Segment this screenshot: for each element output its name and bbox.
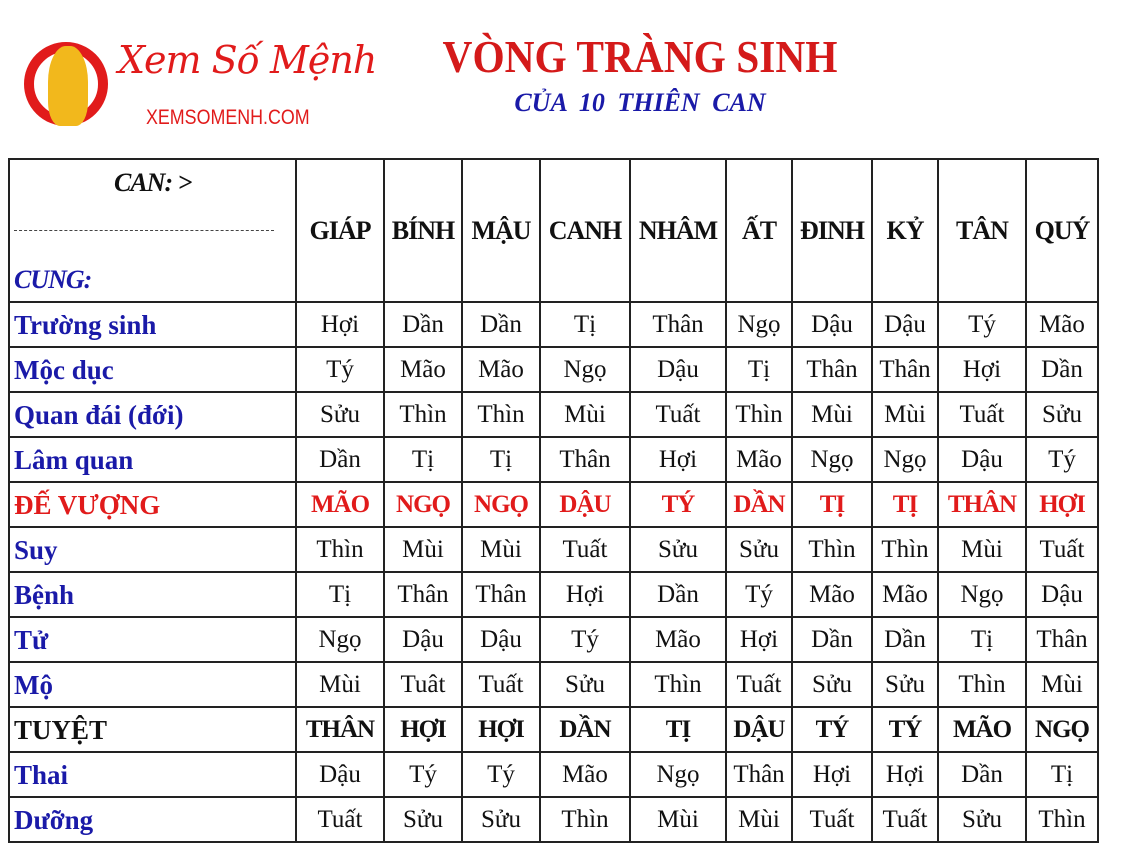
table-cell: Thìn [630, 662, 726, 707]
table-cell: Sửu [726, 527, 792, 572]
table-cell: THÂN [938, 482, 1026, 527]
table-cell: HỢI [462, 707, 540, 752]
table-cell: Mùi [384, 527, 462, 572]
row-label: Bệnh [9, 572, 296, 617]
table-cell: Dần [462, 302, 540, 347]
table-cell: Dần [938, 752, 1026, 797]
table-cell: Thân [1026, 617, 1098, 662]
row-label: Suy [9, 527, 296, 572]
table-cell: HỢI [384, 707, 462, 752]
row-label: Mộc dục [9, 347, 296, 392]
column-header: MẬU [462, 159, 540, 302]
table-cell: Thìn [1026, 797, 1098, 842]
table-cell: Dần [384, 302, 462, 347]
column-header: TÂN [938, 159, 1026, 302]
table-cell: DẬU [540, 482, 630, 527]
table-cell: Tuất [296, 797, 384, 842]
column-header: QUÝ [1026, 159, 1098, 302]
table-cell: Mão [384, 347, 462, 392]
table-cell: Thân [630, 302, 726, 347]
table-cell: Tuất [1026, 527, 1098, 572]
table-cell: MÃO [296, 482, 384, 527]
table-cell: Hợi [872, 752, 938, 797]
table-cell: Thân [872, 347, 938, 392]
page-subtitle: CỦA 10 THIÊN CAN [514, 88, 766, 117]
table-row [9, 662, 1098, 707]
table-cell: Tý [540, 617, 630, 662]
table-cell: Mùi [872, 392, 938, 437]
table-cell: Tý [726, 572, 792, 617]
table-cell: Dậu [938, 437, 1026, 482]
table-cell: Thìn [938, 662, 1026, 707]
table-cell: Ngọ [296, 617, 384, 662]
buddha-icon [48, 46, 88, 126]
column-header: BÍNH [384, 159, 462, 302]
table-cell: DẦN [540, 707, 630, 752]
table-cell: Mùi [540, 392, 630, 437]
table-cell: Mão [872, 572, 938, 617]
table-cell: THÂN [296, 707, 384, 752]
table-cell: Ngọ [872, 437, 938, 482]
table-cell: Ngọ [792, 437, 872, 482]
table-cell: Tị [384, 437, 462, 482]
logo-script: Xem Số Mệnh [118, 38, 377, 82]
column-header: ĐINH [792, 159, 872, 302]
table-cell: Thân [726, 752, 792, 797]
table-cell: Tý [296, 347, 384, 392]
row-label: Quan đái (đới) [9, 392, 296, 437]
table-cell: Dần [1026, 347, 1098, 392]
table-cell: Mão [792, 572, 872, 617]
table-cell: Thân [384, 572, 462, 617]
table-cell: Tý [462, 752, 540, 797]
table-cell: Thìn [296, 527, 384, 572]
column-header: NHÂM [630, 159, 726, 302]
table-cell: Tuất [462, 662, 540, 707]
table-row [9, 527, 1098, 572]
table-cell: NGỌ [462, 482, 540, 527]
table-cell: Tị [938, 617, 1026, 662]
table-cell: NGỌ [384, 482, 462, 527]
row-label: Mộ [9, 662, 296, 707]
table-cell: Tuất [540, 527, 630, 572]
table-cell: Tuất [872, 797, 938, 842]
table-row [9, 707, 1098, 752]
table-cell: Thân [462, 572, 540, 617]
table-row [9, 437, 1098, 482]
table-cell: Mùi [938, 527, 1026, 572]
table-cell: Tị [726, 347, 792, 392]
table-cell: Sửu [938, 797, 1026, 842]
table-cell: Thìn [462, 392, 540, 437]
table-cell: Thìn [726, 392, 792, 437]
table-cell: Mùi [296, 662, 384, 707]
table-cell: Tý [384, 752, 462, 797]
table-cell: Sửu [462, 797, 540, 842]
table-cell: Mùi [1026, 662, 1098, 707]
table-cell: Sửu [630, 527, 726, 572]
table-cell: Tuất [630, 392, 726, 437]
table-cell: Thìn [540, 797, 630, 842]
table-cell: Dậu [384, 617, 462, 662]
table-cell: Tị [1026, 752, 1098, 797]
table-row [9, 302, 1098, 347]
table-cell: Tị [462, 437, 540, 482]
table-cell: Hợi [726, 617, 792, 662]
table-cell: Mùi [792, 392, 872, 437]
table-cell: Sửu [792, 662, 872, 707]
can-label: CAN: > [114, 168, 192, 197]
table-cell: Mão [630, 617, 726, 662]
table-cell: Tuất [792, 797, 872, 842]
row-label: TUYỆT [9, 707, 296, 752]
row-label: Dưỡng [9, 797, 296, 842]
table-cell: Thìn [384, 392, 462, 437]
site-logo [18, 38, 388, 138]
table-cell: Thân [540, 437, 630, 482]
table-cell: Mùi [726, 797, 792, 842]
table-row [9, 392, 1098, 437]
table-cell: Hợi [938, 347, 1026, 392]
table-cell: Sửu [872, 662, 938, 707]
table-cell: TỊ [872, 482, 938, 527]
header-row [9, 159, 1098, 302]
table-cell: Tuất [938, 392, 1026, 437]
table-cell: Dần [296, 437, 384, 482]
table-cell: Sửu [296, 392, 384, 437]
table-row [9, 752, 1098, 797]
table-cell: TỊ [792, 482, 872, 527]
table-cell: Dậu [1026, 572, 1098, 617]
table-cell: Hợi [540, 572, 630, 617]
table-cell: Mão [726, 437, 792, 482]
table-cell: Thìn [792, 527, 872, 572]
table-cell: Mão [462, 347, 540, 392]
table-cell: Hợi [296, 302, 384, 347]
row-label: Tử [9, 617, 296, 662]
table-cell: Tuât [384, 662, 462, 707]
table-row [9, 347, 1098, 392]
table-cell: Sửu [540, 662, 630, 707]
table-cell: DẬU [726, 707, 792, 752]
table-cell: Tị [540, 302, 630, 347]
table-cell: HỢI [1026, 482, 1098, 527]
table-cell: Ngọ [938, 572, 1026, 617]
table-cell: Mùi [630, 797, 726, 842]
column-header: ẤT [726, 159, 792, 302]
table-cell: TÝ [792, 707, 872, 752]
page-title: VÒNG TRÀNG SINH [442, 31, 838, 82]
table-cell: Dậu [630, 347, 726, 392]
table-cell: Hợi [792, 752, 872, 797]
table-cell: Tý [938, 302, 1026, 347]
divider [14, 230, 274, 231]
logo-url: XEMSOMENH.COM [146, 106, 310, 129]
table-cell: Dậu [462, 617, 540, 662]
table-cell: Ngọ [630, 752, 726, 797]
table-cell: Dần [630, 572, 726, 617]
table-cell: Dần [872, 617, 938, 662]
table-cell: Thìn [872, 527, 938, 572]
table-row [9, 617, 1098, 662]
row-label: ĐẾ VƯỢNG [9, 482, 296, 527]
table-cell: Tị [296, 572, 384, 617]
table-cell: Dậu [296, 752, 384, 797]
table-cell: Tý [1026, 437, 1098, 482]
table-cell: Ngọ [540, 347, 630, 392]
table-cell: TÝ [630, 482, 726, 527]
table-cell: Thân [792, 347, 872, 392]
table-cell: Tuất [726, 662, 792, 707]
table-cell: Ngọ [726, 302, 792, 347]
table-row [9, 572, 1098, 617]
corner-cell [9, 159, 296, 302]
table-cell: Dậu [872, 302, 938, 347]
table-cell: TÝ [872, 707, 938, 752]
table-cell: Mão [1026, 302, 1098, 347]
table-cell: Sửu [384, 797, 462, 842]
table-cell: Dần [792, 617, 872, 662]
row-label: Lâm quan [9, 437, 296, 482]
table-row [9, 482, 1098, 527]
table-cell: TỊ [630, 707, 726, 752]
table-cell: Dậu [792, 302, 872, 347]
row-label: Thai [9, 752, 296, 797]
table-cell: DẦN [726, 482, 792, 527]
table-row [9, 797, 1098, 842]
table-cell: Sửu [1026, 392, 1098, 437]
trang-sinh-table [8, 158, 1099, 843]
table-cell: MÃO [938, 707, 1026, 752]
column-header: CANH [540, 159, 630, 302]
table-cell: Mùi [462, 527, 540, 572]
column-header: GIÁP [296, 159, 384, 302]
column-header: KỶ [872, 159, 938, 302]
row-label: Trường sinh [9, 302, 296, 347]
table-cell: Hợi [630, 437, 726, 482]
table-cell: Mão [540, 752, 630, 797]
table-cell: NGỌ [1026, 707, 1098, 752]
cung-label: CUNG: [14, 265, 92, 294]
